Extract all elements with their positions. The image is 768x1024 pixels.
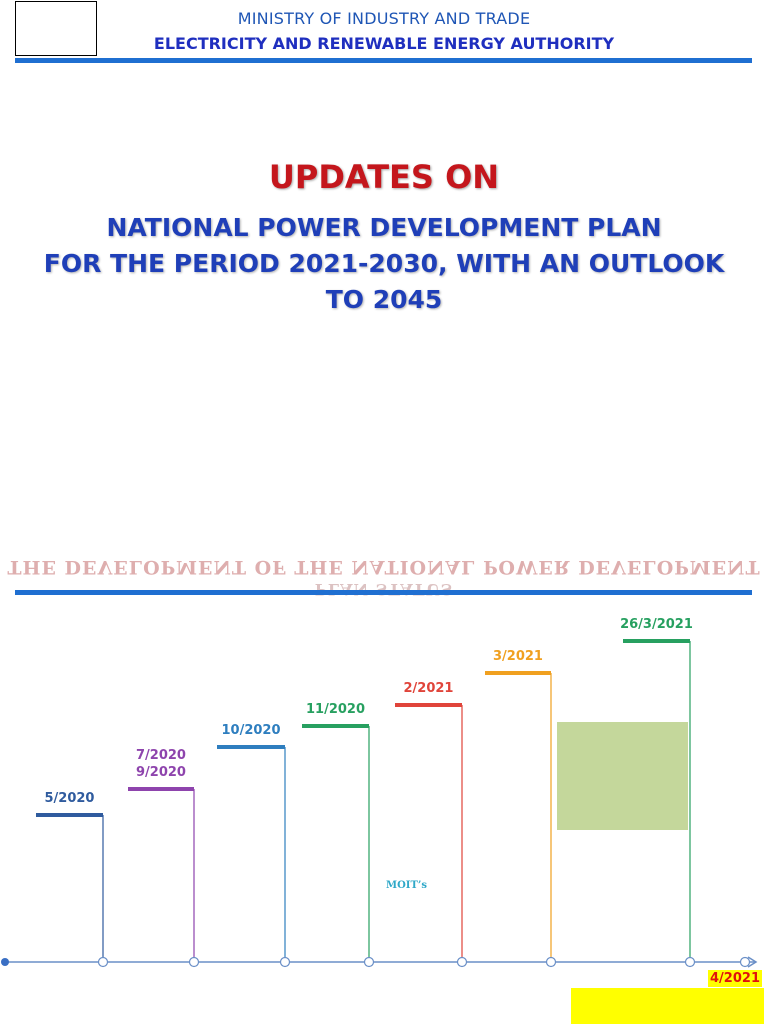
updates-heading: UPDATES ON [268, 158, 500, 196]
final-date-label: 4/2021 [710, 971, 760, 986]
milestone-node [281, 958, 290, 967]
milestone-label: 11/2020 [305, 702, 366, 717]
moit-note: MOIT’s [386, 880, 428, 891]
milestone-node [365, 958, 374, 967]
milestone-label: 26/3/2021 [620, 617, 693, 632]
reflected-heading-line-1: THE DEVELOPMENT OF THE NATIONAL POWER DEVELOPMENT [7, 556, 761, 578]
milestone-node [190, 958, 199, 967]
milestone-node [547, 958, 556, 967]
final-node [741, 958, 750, 967]
plan-title-line-2: FOR THE PERIOD 2021-2030, WITH AN OUTLOOK [43, 249, 725, 278]
milestone-label: 7/2020 9/2020 [136, 748, 186, 780]
plan-title-line-3: TO 2045 [325, 285, 443, 314]
highlight-panel [557, 722, 688, 830]
milestone-label: 3/2021 [493, 649, 543, 664]
plan-title-line-1: NATIONAL POWER DEVELOPMENT PLAN [106, 213, 662, 242]
yellow-highlight-box [571, 988, 764, 1024]
authority-name: ELECTRICITY AND RENEWABLE ENERGY AUTHORITY [153, 34, 615, 53]
milestone-node [458, 958, 467, 967]
milestone-label: 5/2020 [44, 791, 95, 806]
milestone-node [99, 958, 108, 967]
ministry-name: MINISTRY OF INDUSTRY AND TRADE [237, 9, 531, 28]
milestone-label: 10/2020 [221, 723, 281, 738]
timeline-start-dot [1, 958, 9, 966]
milestone-label: 2/2021 [403, 681, 454, 696]
milestone-node [686, 958, 695, 967]
